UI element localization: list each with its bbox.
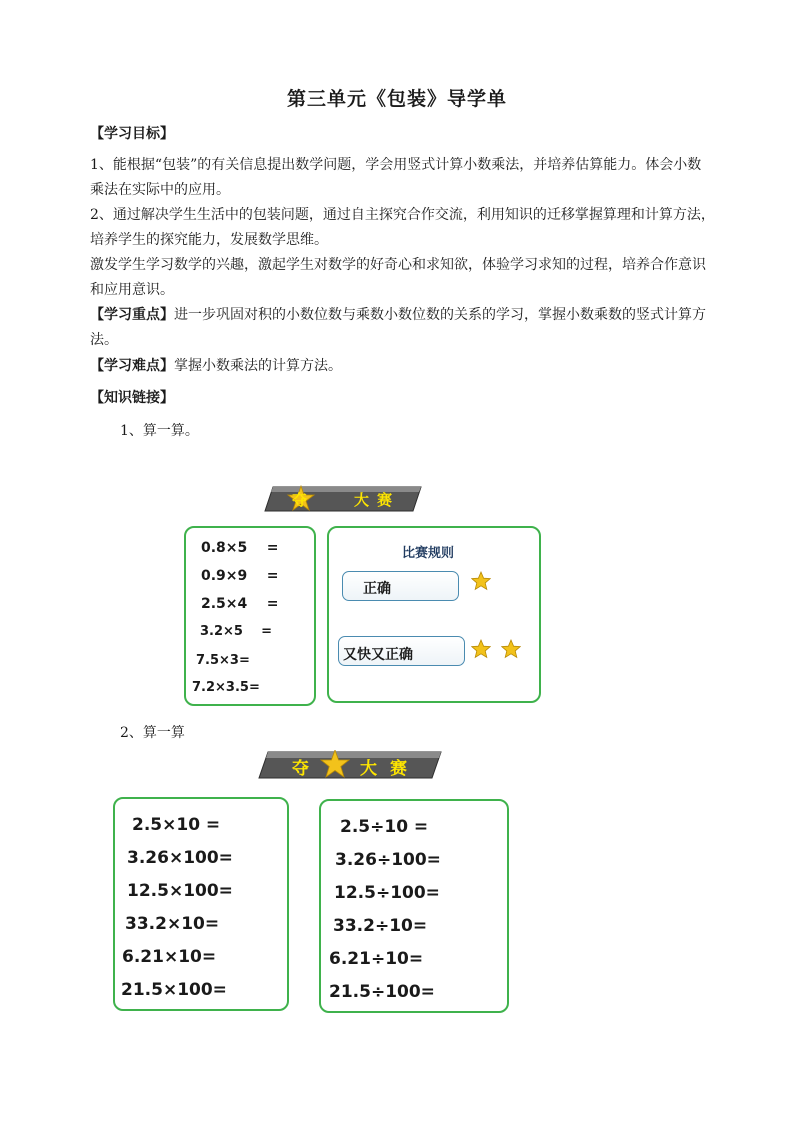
banner-char-1: 夺 xyxy=(292,491,308,509)
problem: 6.21×10= xyxy=(122,947,217,967)
exercise-1-label: 1、算一算。 xyxy=(120,423,199,439)
rule-fast-correct xyxy=(338,636,465,666)
star-icon xyxy=(471,571,491,591)
key-point-text: 进一步巩固对积的小数位数与乘数小数位数的关系的学习，掌握小数乘数的竖式计算方法。 xyxy=(90,307,706,348)
page-title: 第三单元《包装》导学单 xyxy=(286,88,507,110)
banner-char-2: 大 xyxy=(354,491,370,509)
problem: 12.5÷100= xyxy=(334,883,440,903)
contest-banner-1 xyxy=(263,485,423,513)
rules-box xyxy=(327,526,541,703)
key-point-header: 【学习重点】 xyxy=(90,307,174,323)
rule-correct xyxy=(342,571,459,601)
problem: 21.5×100= xyxy=(121,980,227,1000)
problem: 2.5÷10 = xyxy=(340,817,429,837)
banner-shape-1 xyxy=(263,485,423,513)
key-point-paragraph xyxy=(90,303,715,353)
exercise-2-divide-box xyxy=(319,799,509,1013)
contest-banner-2 xyxy=(257,750,443,780)
difficulty-text: 掌握小数乘法的计算方法。 xyxy=(174,358,342,374)
objectives-header: 【学习目标】 xyxy=(90,126,174,142)
problem: 0.8×5 = xyxy=(201,540,279,556)
exercise-2-multiply-box xyxy=(113,797,289,1011)
star-icon xyxy=(471,639,491,659)
difficulty-paragraph xyxy=(90,354,715,379)
objective-2: 2、通过解决学生生活中的包装问题，通过自主探究合作交流，利用知识的迁移掌握算理和计算方法，培养学生的探究能力，发展数学思维。 xyxy=(90,207,715,248)
exercise-1-problems-box xyxy=(184,526,316,706)
rules-title: 比赛规则 xyxy=(402,546,455,561)
knowledge-header: 【知识链接】 xyxy=(90,390,174,406)
problem: 7.2×3.5= xyxy=(192,680,260,695)
problem: 6.21÷10= xyxy=(329,949,424,969)
problem: 0.9×9 = xyxy=(201,568,279,584)
problem: 3.26×100= xyxy=(127,848,233,868)
problem: 21.5÷100= xyxy=(329,982,435,1002)
objective-3: 激发学生学习数学的兴趣，激起学生对数学的好奇心和求知欲，体验学习求知的过程，培养合作意识和应用意识。 xyxy=(90,257,706,298)
problem: 2.5×10 = xyxy=(132,815,221,835)
problem: 7.5×3= xyxy=(196,653,250,668)
problem: 2.5×4 = xyxy=(201,596,279,612)
banner-char-3: 赛 xyxy=(377,491,393,509)
difficulty-header: 【学习难点】 xyxy=(90,358,174,374)
rule-fast-correct-label: 又快又正确 xyxy=(343,647,413,663)
banner-char-1: 夺 xyxy=(292,759,309,779)
banner-shape-2 xyxy=(257,750,443,780)
exercise-2-label: 2、算一算 xyxy=(120,725,185,741)
problem: 33.2×10= xyxy=(125,914,220,934)
problem: 33.2÷10= xyxy=(333,916,428,936)
banner-char-2: 大 xyxy=(360,759,377,779)
objective-1: 1、能根据“包装”的有关信息提出数学问题，学会用竖式计算小数乘法，并培养估算能力。体会小数乘法在实际中的应用。 xyxy=(90,157,702,198)
banner-char-3: 赛 xyxy=(390,759,407,779)
problem: 3.2×5 = xyxy=(200,624,272,639)
rule-correct-label: 正确 xyxy=(363,581,391,597)
problem: 3.26÷100= xyxy=(335,850,441,870)
star-icon xyxy=(501,639,521,659)
problem: 12.5×100= xyxy=(127,881,233,901)
